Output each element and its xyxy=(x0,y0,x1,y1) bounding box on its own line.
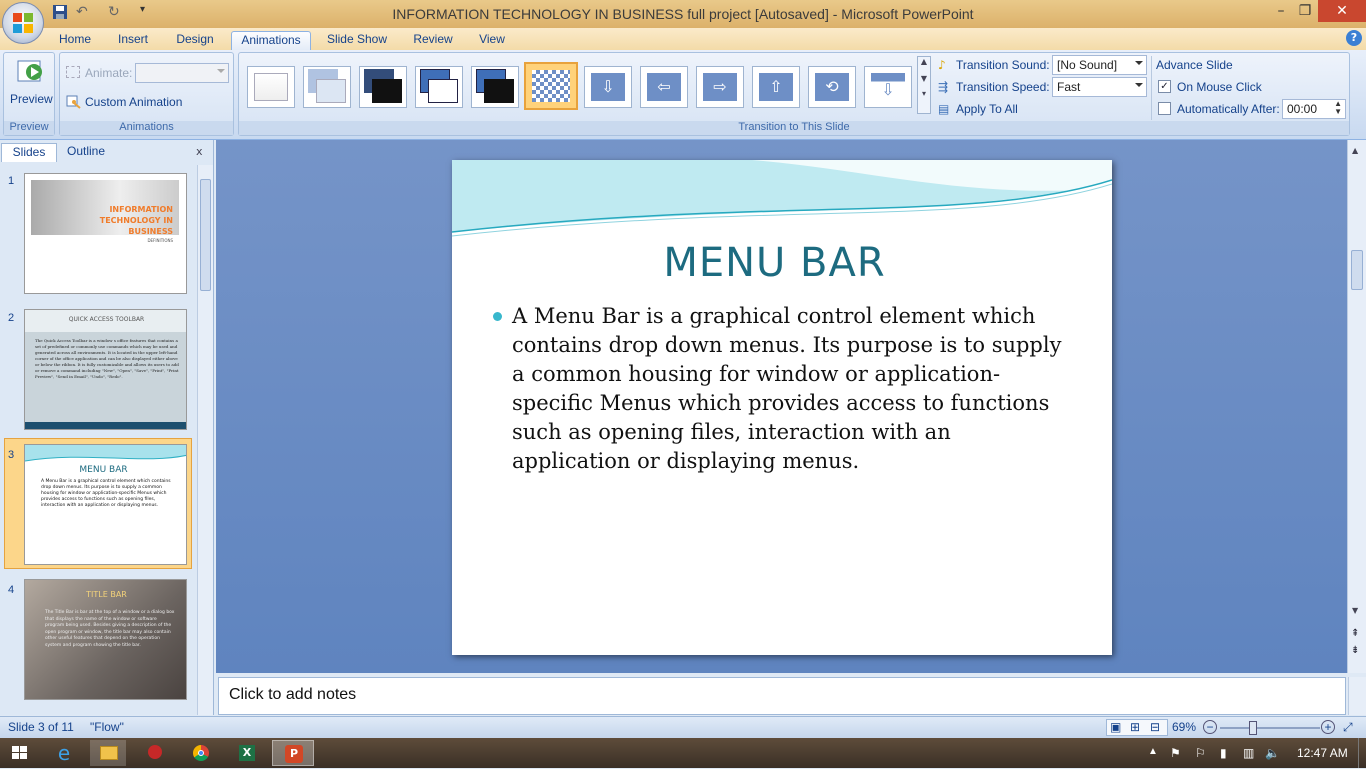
tab-view[interactable]: View xyxy=(479,32,505,46)
apply-to-all-icon: ▤ xyxy=(938,102,950,116)
transition-fade-smoothly[interactable] xyxy=(303,66,351,108)
transition-wheel[interactable]: ⟲ xyxy=(808,66,856,108)
tab-insert[interactable]: Insert xyxy=(117,32,148,46)
previous-slide-icon[interactable]: ⇞ xyxy=(1351,628,1360,639)
notes-scrollbar[interactable] xyxy=(1348,677,1366,715)
transition-cover-down[interactable]: ⇩ xyxy=(864,66,912,108)
tray-volume-icon[interactable]: 🔈 xyxy=(1265,746,1280,760)
transition-dissolve-selected[interactable] xyxy=(524,62,578,110)
slide-thumbnail-2[interactable] xyxy=(24,309,187,430)
transition-fade-black[interactable] xyxy=(359,66,407,108)
start-button-icon[interactable] xyxy=(2,740,38,766)
on-mouse-click-checkbox[interactable]: ✓ xyxy=(1158,80,1171,93)
office-button[interactable] xyxy=(2,2,44,44)
auto-time-value: 00:00 xyxy=(1287,102,1318,116)
undo-icon[interactable]: ↶ xyxy=(76,4,88,20)
tab-animations[interactable]: Animations xyxy=(231,31,311,50)
thumb-1-number: 1 xyxy=(8,175,15,187)
transition-wipe-down[interactable]: ⇩ xyxy=(584,66,632,108)
preview-group-label: Preview xyxy=(4,121,54,135)
thumb-2-title: QUICK ACCESS TOOLBAR xyxy=(68,316,145,323)
theme-name: "Flow" xyxy=(90,720,124,734)
slide-sorter-icon[interactable]: ⊞ xyxy=(1130,720,1141,734)
slide-vertical-scrollbar[interactable]: ▲ ▼ ⇞ ⇟ xyxy=(1347,140,1366,673)
transition-group-label: Transition to This Slide xyxy=(239,121,1349,135)
help-icon[interactable]: ? xyxy=(1346,30,1362,46)
tray-battery-icon[interactable]: ▮ xyxy=(1220,746,1227,760)
slide-thumbnail-3[interactable] xyxy=(24,444,187,565)
tab-review[interactable]: Review xyxy=(413,32,453,46)
transition-sound-icon: ♪ xyxy=(938,58,946,72)
transition-sound-value: [No Sound] xyxy=(1057,58,1118,72)
apply-to-all-button[interactable]: Apply To All xyxy=(956,102,1018,116)
qat-customize-icon[interactable]: ▾ xyxy=(140,4,146,15)
chrome-icon[interactable] xyxy=(182,740,218,766)
advance-slide-title: Advance Slide xyxy=(1156,58,1233,72)
tab-slides[interactable]: Slides xyxy=(1,143,57,162)
thumb-1-title: INFORMATION TECHNOLOGY IN BUSINESS xyxy=(99,205,173,236)
tray-flag-icon[interactable]: ⚐ xyxy=(1195,746,1206,760)
slide-thumbnail-4[interactable] xyxy=(24,579,187,700)
slide-wave-decoration xyxy=(452,160,1112,240)
minimize-button[interactable]: – xyxy=(1277,3,1285,19)
transition-gallery-scroll[interactable]: ▲ ▼ ▾ xyxy=(917,56,931,114)
powerpoint-taskbar-icon[interactable]: P xyxy=(272,740,314,766)
thumb-4-number: 4 xyxy=(8,584,15,596)
thumb-2-body: The Quick Access Toolbar is a window s office features that contains a set of predefined or commonly use commands which may be used and generated across all environments. It is located in the upper left-hand corner of the office application and can be also displayed either above or below the ribbon. It is fully customizable and allows its users to add or remove a command including "New", "Open", "Save", "Print", "Print Preview", "Send in Email", "Undo", "Redo". xyxy=(35,338,179,379)
slide-body-text[interactable]: A Menu Bar is a graphical control element which contains drop down menus. Its purpose is to supply a common housing for window or application-specific Menus which provides access to functions such as opening files, interaction with an application or displaying menus. xyxy=(512,304,1062,473)
app-red-icon[interactable] xyxy=(136,740,172,766)
taskbar-clock[interactable]: 12:47 AM xyxy=(1297,746,1348,760)
zoom-in-icon[interactable]: + xyxy=(1321,720,1335,734)
normal-view-icon[interactable]: ▣ xyxy=(1110,720,1122,734)
automatically-after-checkbox[interactable] xyxy=(1158,102,1171,115)
internet-explorer-icon[interactable]: e xyxy=(57,741,71,765)
thumb-4-body: The Title Bar is bar at the top of a window or a dialog box that displays the name of the window or software program being used. Besides giving a description of the open program or window, the title bar may also contain other useful features that depend on the operation system and program showing the title bar. xyxy=(45,610,175,648)
preview-label: Preview xyxy=(10,92,53,106)
automatically-after-label: Automatically After: xyxy=(1177,102,1280,116)
transition-sound-dropdown[interactable] xyxy=(1052,55,1147,75)
show-desktop-button[interactable] xyxy=(1358,738,1366,768)
tab-home[interactable]: Home xyxy=(58,32,91,46)
transition-wipe-left[interactable]: ⇦ xyxy=(640,66,688,108)
preview-button[interactable] xyxy=(8,56,52,112)
animate-icon xyxy=(66,66,80,78)
thumb-2-number: 2 xyxy=(8,312,15,324)
thumb-1-sub: DEFINITIONS xyxy=(147,238,173,243)
transition-cut[interactable] xyxy=(415,66,463,108)
animate-dropdown[interactable] xyxy=(135,63,229,83)
office-logo-icon xyxy=(12,12,34,34)
transition-wipe-up[interactable]: ⇧ xyxy=(752,66,800,108)
thumb-3-number: 3 xyxy=(8,449,15,461)
slideshow-view-icon[interactable]: ⊟ xyxy=(1150,720,1161,734)
animate-label: Animate: xyxy=(85,66,133,80)
custom-animation-button[interactable]: Custom Animation xyxy=(85,95,183,109)
thumb-4-title: TITLE BAR xyxy=(86,590,127,599)
tray-network-status-icon[interactable]: ⚑ xyxy=(1170,746,1181,760)
slides-pane-scrollbar[interactable] xyxy=(197,165,213,715)
on-mouse-click-label: On Mouse Click xyxy=(1177,80,1262,94)
advance-separator xyxy=(1151,56,1152,120)
transition-speed-icon: ⇶ xyxy=(938,80,949,94)
auto-time-spinner[interactable]: 00:00 ▲ ▼ xyxy=(1282,99,1346,119)
save-icon[interactable] xyxy=(52,4,68,22)
transition-wipe-right[interactable]: ⇨ xyxy=(696,66,744,108)
transition-speed-dropdown[interactable] xyxy=(1052,77,1147,97)
transition-speed-value: Fast xyxy=(1057,80,1081,94)
tray-signal-icon[interactable]: ▥ xyxy=(1243,746,1255,760)
scroll-thumb[interactable] xyxy=(1351,250,1363,290)
tab-design[interactable]: Design xyxy=(176,32,214,46)
bullet-icon xyxy=(493,312,502,321)
transition-speed-label: Transition Speed: xyxy=(956,80,1050,94)
tray-expand-icon[interactable]: ▲ xyxy=(1148,746,1158,757)
zoom-level[interactable]: 69% xyxy=(1172,720,1197,734)
slide-thumbnail-1[interactable] xyxy=(24,173,187,294)
status-bar xyxy=(0,716,1366,738)
thumb-3-title: MENU BAR xyxy=(79,465,128,475)
pane-close-icon[interactable]: x xyxy=(196,145,203,158)
maximize-button[interactable]: ❐ xyxy=(1298,3,1312,19)
slide-count: Slide 3 of 11 xyxy=(8,720,74,734)
tab-slide-show[interactable]: Slide Show xyxy=(326,32,388,46)
animations-group-label: Animations xyxy=(60,121,233,135)
thumb-3-body: A Menu Bar is a graphical control element which contains drop down menus. Its purpose is to supply a common housing for window or application-specific Menus which provides access to functions such as opening files, interaction with an application or displaying menus. xyxy=(41,479,171,508)
close-button[interactable]: ✕ xyxy=(1318,0,1366,22)
window-title: INFORMATION TECHNOLOGY IN BUSINESS full project [Autosaved] - Microsoft PowerPoint xyxy=(392,6,974,22)
transition-none[interactable] xyxy=(247,66,295,108)
zoom-slider[interactable] xyxy=(1220,727,1320,729)
excel-icon[interactable]: X xyxy=(228,740,264,766)
tab-outline[interactable]: Outline xyxy=(66,144,106,158)
zoom-slider-thumb[interactable] xyxy=(1249,721,1257,735)
transition-cut-black[interactable] xyxy=(471,66,519,108)
next-slide-icon[interactable]: ⇟ xyxy=(1351,645,1360,656)
current-slide[interactable] xyxy=(452,160,1112,655)
fit-to-window-icon[interactable]: ⤢ xyxy=(1343,720,1353,734)
redo-icon[interactable]: ↻ xyxy=(108,4,120,20)
notes-pane[interactable]: Click to add notes xyxy=(218,677,1346,715)
file-explorer-icon[interactable] xyxy=(90,740,126,766)
zoom-out-icon[interactable]: − xyxy=(1203,720,1217,734)
preview-icon xyxy=(16,58,44,86)
transition-sound-label: Transition Sound: xyxy=(956,58,1050,72)
custom-animation-icon xyxy=(66,94,82,110)
slide-title[interactable]: MENU BAR xyxy=(663,240,886,286)
